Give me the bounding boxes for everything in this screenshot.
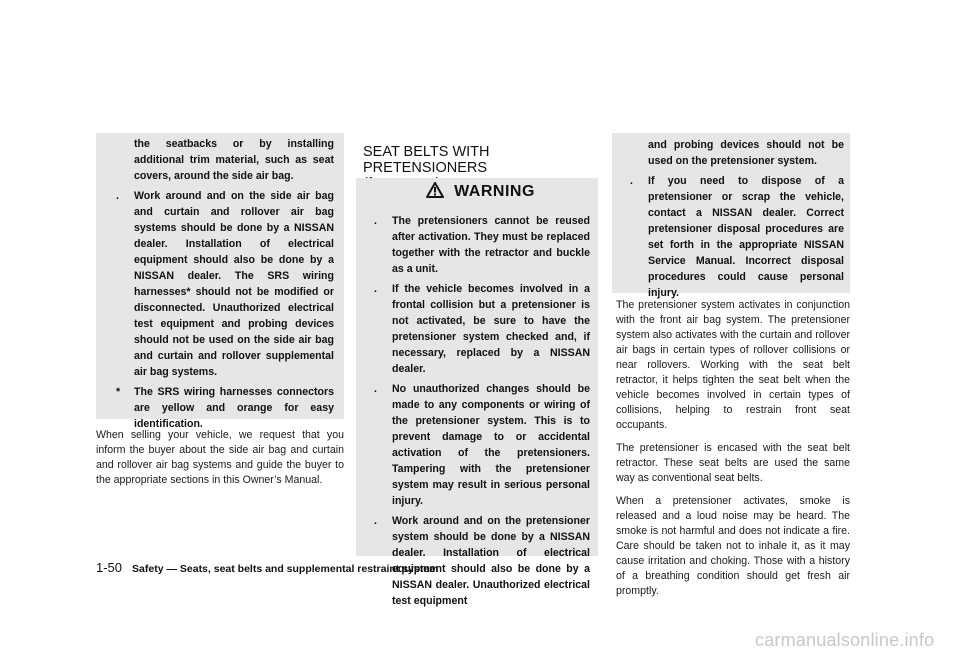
warning-item	[360, 213, 590, 277]
warning-item-text: The SRS wiring harnesses connectors are yellow and orange for easy identification.	[134, 386, 334, 430]
warning-item	[616, 173, 844, 301]
body-paragraph: The pretensioner system activates in conjunction with the front air bag system. The pretensioner system also activates with the curtain and rollover air bags in certain types of rollover collisions or near rollovers. Working with the seat belt retractor, it helps tighten the seat belt when the vehicle becomes involved in certain types of collisions, helping to restrain front seat occupants.	[616, 299, 850, 431]
bullet: .	[116, 190, 119, 202]
body-paragraph: The pretensioner is encased with the seat belt retractor. These seat belts are used the same way as conventional seat belts.	[616, 442, 850, 484]
warning-item	[360, 281, 590, 377]
footer-section-title: Safety — Seats, seat belts and supplemental restraint system	[132, 563, 439, 575]
warning-item	[360, 381, 590, 509]
left-warning-text	[102, 136, 334, 432]
bullet: .	[630, 175, 633, 187]
warning-item-text: The pretensioners cannot be reused after activation. They must be replaced together with the retractor and buckle as a unit.	[392, 215, 590, 275]
warning-header	[363, 182, 598, 202]
warning-item-text: No unauthorized changes should be made to any components or wiring of the pretensioner system. This is to prevent damage to or accidental activation of the pretensioners. Tampering with the pretensioner system may result in serious personal injury.	[392, 383, 590, 507]
section-title: SEAT BELTS WITH PRETENSIONERS	[363, 144, 490, 176]
warning-items	[360, 213, 590, 609]
warning-item-text: Work around and on the pretensioner system should be done by a NISSAN dealer. Installation of electrical equipment should also be done by a NISSAN dealer. Unauthorized electrical test equipment	[392, 515, 590, 607]
bullet: .	[374, 383, 377, 395]
footnote-marker: *	[116, 386, 121, 398]
warning-item	[102, 384, 334, 432]
page-footer	[96, 560, 438, 577]
bullet: .	[374, 515, 377, 527]
warning-item	[102, 188, 334, 380]
warning-item-text: If you need to dispose of a pretensioner or scrap the vehicle, contact a NISSAN dealer. Correct pretensioner disposal procedures are set forth in the appropriate NISSAN Service Manual. Incorrect disposal procedures could cause personal injury.	[648, 175, 844, 299]
body-paragraph: When a pretensioner activates, smoke is released and a loud noise may be heard. The smoke is not harmful and does not indicate a fire. Care should be taken not to inhale it, as it may cause irritation and choking. Those with a history of a breathing condition should get fresh air promptly.	[616, 495, 850, 597]
watermark: carmanualsonline.info	[755, 630, 935, 650]
right-warning-text	[616, 137, 844, 301]
warning-label: WARNING	[454, 183, 535, 200]
bullet: .	[374, 215, 377, 227]
right-body	[616, 298, 850, 607]
left-body-paragraph: When selling your vehicle, we request that you inform the buyer about the side air bag and curtain and rollover air bag systems and guide the buyer to the appropriate sections in this Owner’s Manual.	[96, 429, 344, 486]
page-number: 1-50	[96, 560, 123, 575]
warning-triangle-icon	[426, 182, 444, 198]
warning-continuation: and probing devices should not be used on the pretensioner system.	[648, 139, 844, 167]
bullet: .	[374, 283, 377, 295]
warning-item-text: Work around and on the side air bag and curtain and rollover air bag systems should be done by a NISSAN dealer. Installation of electrical equipment should also be done by a NISSAN dealer. The SRS wiring harnesses* should not be modified or disconnected. Unauthorized electrical test equipment and probing devices should not be used on the side air bag and curtain and rollover supplemental air bag systems.	[134, 190, 334, 378]
warning-item-text: If the vehicle becomes involved in a frontal collision but a pretensioner is not activated, be sure to have the pretensioner system checked and, if necessary, replaced by a NISSAN dealer.	[392, 283, 590, 375]
warning-continuation: the seatbacks or by installing additional trim material, such as seat covers, around the side air bag.	[134, 138, 334, 182]
